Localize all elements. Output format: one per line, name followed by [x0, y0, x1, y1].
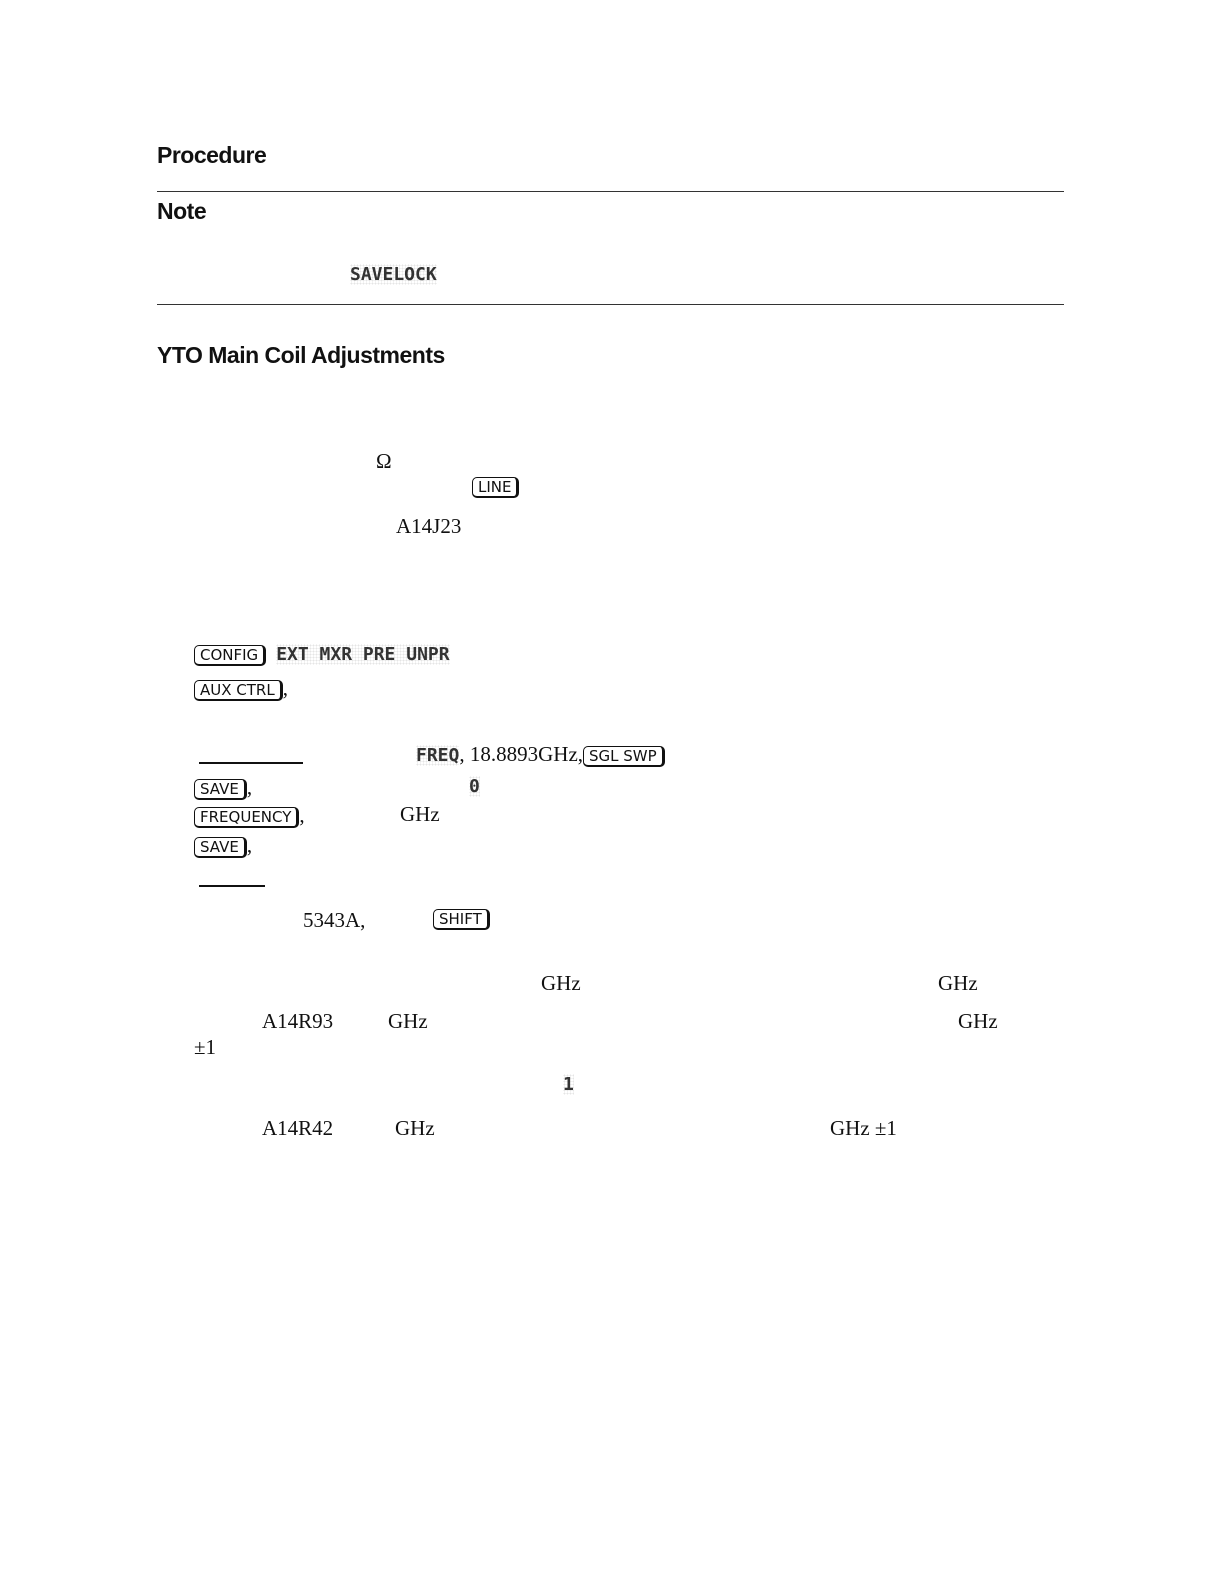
- config-line: [194, 644, 450, 666]
- freq-value: , 18.8893GHz,: [459, 742, 584, 766]
- ghz-unit-3: GHz: [938, 971, 978, 995]
- freq-line: [416, 742, 665, 767]
- line-key: LINE: [472, 477, 519, 498]
- procedure-heading: Procedure: [157, 142, 267, 168]
- freq-softkey: FREQ: [416, 745, 460, 766]
- note-heading: Note: [157, 198, 207, 224]
- save-key: SAVE: [194, 779, 247, 800]
- underline-blank-1: [199, 762, 303, 764]
- save-line-1: [194, 775, 252, 800]
- connector-a14j23: A14J23: [396, 514, 462, 538]
- ext-mxr-pre-unpr-softkey: EXT MXR PRE UNPR: [276, 644, 450, 665]
- yto-main-coil-heading: YTO Main Coil Adjustments: [157, 342, 445, 368]
- note-top-divider: [157, 191, 1064, 192]
- shift-key-wrap: [433, 909, 490, 930]
- ghz-unit-2: GHz: [541, 971, 581, 995]
- counter-model: 5343A,: [303, 908, 366, 932]
- frequency-line: [194, 803, 305, 828]
- sgl-swp-key: SGL SWP: [583, 746, 665, 767]
- ghz-unit-6: GHz: [395, 1116, 435, 1140]
- pot-a14r42: A14R42: [262, 1116, 334, 1140]
- one-softkey: 1: [563, 1074, 574, 1095]
- shift-key: SHIFT: [433, 909, 490, 930]
- aux-ctrl-key: AUX CTRL: [194, 680, 283, 701]
- frequency-key: FREQUENCY: [194, 807, 299, 828]
- aux-ctrl-line: [194, 676, 288, 701]
- note-bottom-divider: [157, 304, 1064, 305]
- ghz-tolerance: GHz ±1: [830, 1116, 897, 1140]
- save-key: SAVE: [194, 837, 247, 858]
- save-line-2: [194, 833, 252, 858]
- zero-softkey: 0: [469, 776, 480, 797]
- ghz-unit-4: GHz: [388, 1009, 428, 1033]
- aux-ctrl-comma: ,: [282, 676, 288, 700]
- savelock-softkey: SAVELOCK: [350, 264, 437, 285]
- tolerance-plus-minus-1: ±1: [194, 1035, 217, 1059]
- save-comma: ,: [246, 775, 253, 799]
- save-comma: ,: [246, 833, 253, 857]
- underline-blank-2: [199, 885, 265, 887]
- config-key: CONFIG: [194, 645, 266, 666]
- line-key-wrap: [472, 477, 519, 498]
- pot-a14r93: A14R93: [262, 1009, 334, 1033]
- frequency-comma: ,: [299, 803, 305, 827]
- ghz-unit-5: GHz: [958, 1009, 998, 1033]
- ohm-symbol: Ω: [376, 449, 392, 473]
- ghz-unit-1: GHz: [400, 802, 440, 826]
